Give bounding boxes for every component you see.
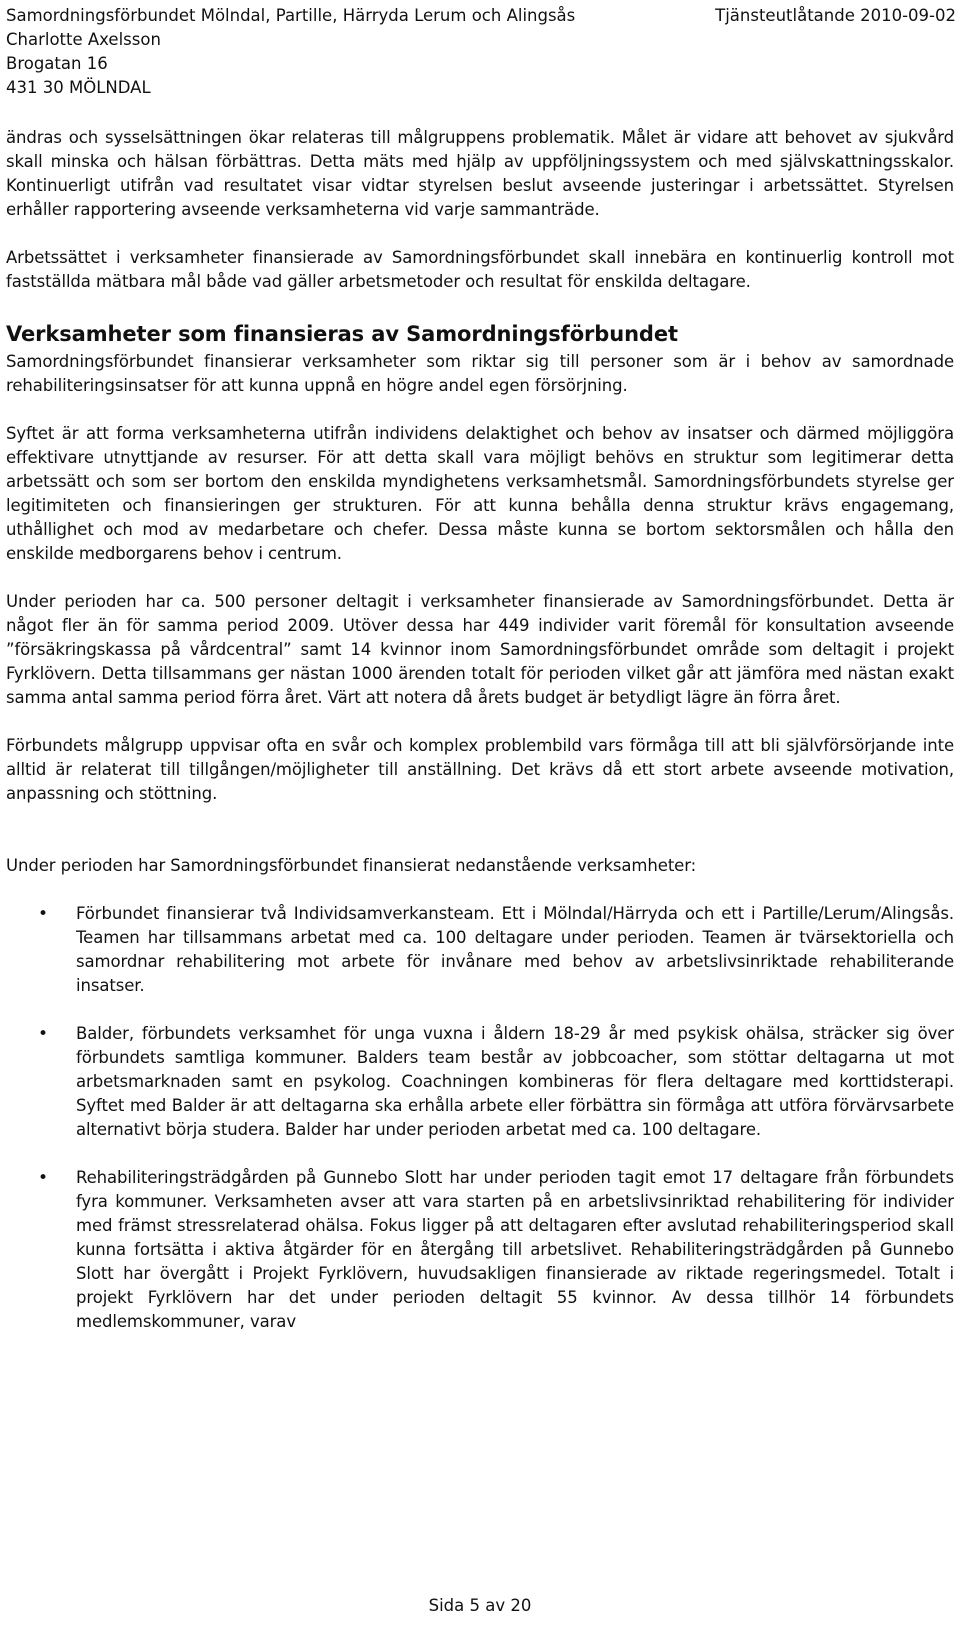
paragraph-purpose: Syftet är att forma verksamheterna utifrån individens delaktighet och behov av insatser och därmed möjliggöra effektivare utnyttjande av resurser. För att detta skall vara möjligt behövs en struktur som legitimerar detta arbetssätt och som ser bortom den enskilda myndighetens verksamhetsmål. Samordningsförbundets styrelse ger legitimiteten och finansieringen ger strukturen. För att kunna behålla denna struktur krävs engagemang, uthållighet och mod av medarbetare och chefer. Dessa måste kunna se bortom sektorsmålen och hålla den enskilde medborgarens behov i centrum.	[6, 424, 954, 563]
paragraph-activities-intro: Under perioden har Samordningsförbundet finansierat nedanstående verksamheter:	[6, 856, 697, 875]
letterhead-top-row	[6, 4, 956, 28]
contact-name: Charlotte Axelsson	[6, 30, 161, 49]
list-item	[6, 902, 954, 998]
organization-name: Samordningsförbundet Mölndal, Partille, Härryda Lerum och Alingsås	[6, 6, 576, 25]
paragraph-working-method: Arbetssättet i verksamheter finansierade av Samordningsförbundet skall innebära en kontinuerlig kontroll mot fastställda mätbara mål både vad gäller arbetsmetoder och resultat för enskilda deltagare.	[6, 248, 954, 291]
paragraph-financing: Samordningsförbundet finansierar verksamheter som riktar sig till personer som är i behov av samordnade rehabiliteringsinsatser för att kunna uppnå en högre andel egen försörjning.	[6, 352, 954, 395]
paragraph-target-group: Förbundets målgrupp uppvisar ofta en svår och komplex problembild vars förmåga till att bli självförsörjande inte alltid är relaterat till tillgången/möjligheter till anställning. Det krävs då ett stort arbete avseende motivation, anpassning och stöttning.	[6, 736, 954, 803]
list-item	[6, 1166, 954, 1334]
letterhead	[6, 4, 956, 100]
list-item-text: Rehabiliteringsträdgården på Gunnebo Slott har under perioden tagit emot 17 deltagare från förbundets fyra kommuner. Verksamheten avser att vara starten på en arbetslivsinriktad rehabilitering för individer med främst stressrelaterad ohälsa. Fokus ligger på att deltagaren efter avslutad rehabiliteringsperiod skall kunna fortsätta i aktiva åtgärder för en återgång till arbetslivet. Rehabiliteringsträdgården på Gunnebo Slott har övergått i Projekt Fyrklövern, huvudsakligen finansierade av riktade regeringsmedel. Totalt i projekt Fyrklövern har det under perioden deltagit 55 kvinnor. Av dessa tillhör 14 förbundets medlemskommuner, varav	[76, 1168, 954, 1331]
activities-list	[6, 902, 954, 1334]
bullet-icon: •	[38, 904, 48, 924]
page-number: Sida 5 av 20	[428, 1596, 532, 1615]
bullet-icon: •	[38, 1024, 48, 1044]
paragraph-goals: ändras och sysselsättningen ökar relateras till målgruppens problematik. Målet är vidare att behovet av sjukvård skall minska och hälsan förbättras. Detta mäts med hjälp av uppföljningssystem och med självskattningsskalor. Kontinuerligt utifrån vad resultatet visar vidtar styrelsen beslut avseende justeringar i arbetssättet. Styrelsen erhåller rapportering avseende verksamheterna vid varje sammanträde.	[6, 128, 954, 219]
street-address: Brogatan 16	[6, 54, 108, 73]
list-item-text: Balder, förbundets verksamhet för unga vuxna i åldern 18-29 år med psykisk ohälsa, sträcker sig över förbundets samtliga kommuner. Balders team består av jobbcoacher, som stöttar deltagarna ut mot arbetsmarknaden samt en psykolog. Coachningen kombineras för flera deltagare med korttidsterapi. Syftet med Balder är att deltagarna ska erhålla arbete eller förbättra sin förmåga att utföra förvärvsarbete alternativt börja studera. Balder har under perioden arbetat med ca. 100 deltagare.	[76, 1024, 954, 1139]
list-item	[6, 1022, 954, 1142]
document-body	[6, 126, 954, 1358]
list-item-text: Förbundet finansierar två Individsamverkansteam. Ett i Mölndal/Härryda och ett i Partille/Lerum/Alingsås. Teamen har tillsammans arbetat med ca. 100 deltagare under perioden. Teamen är tvärsektoriella och samordnar rehabilitering mot arbete för invånare med behov av arbetslivsinriktade rehabiliterande insatser.	[76, 904, 954, 995]
document-type-date: Tjänsteutlåtande 2010-09-02	[715, 6, 956, 25]
section-heading: Verksamheter som finansieras av Samordningsförbundet	[6, 322, 678, 346]
bullet-icon: •	[38, 1168, 48, 1188]
postal-address: 431 30 MÖLNDAL	[6, 78, 151, 97]
paragraph-participants: Under perioden har ca. 500 personer deltagit i verksamheter finansierade av Samordningsförbundet. Detta är något fler än för samma period 2009. Utöver dessa har 449 individer varit föremål för konsultation avseende ”försäkringskassa på vårdcentral” samt 14 kvinnor inom Samordningsförbundet område som deltagit i projekt Fyrklövern. Detta tillsammans ger nästan 1000 ärenden totalt för perioden vilket går att jämföra med nästan exakt samma antal samma period förra året. Värt att notera då årets budget är betydligt lägre än förra året.	[6, 592, 954, 707]
